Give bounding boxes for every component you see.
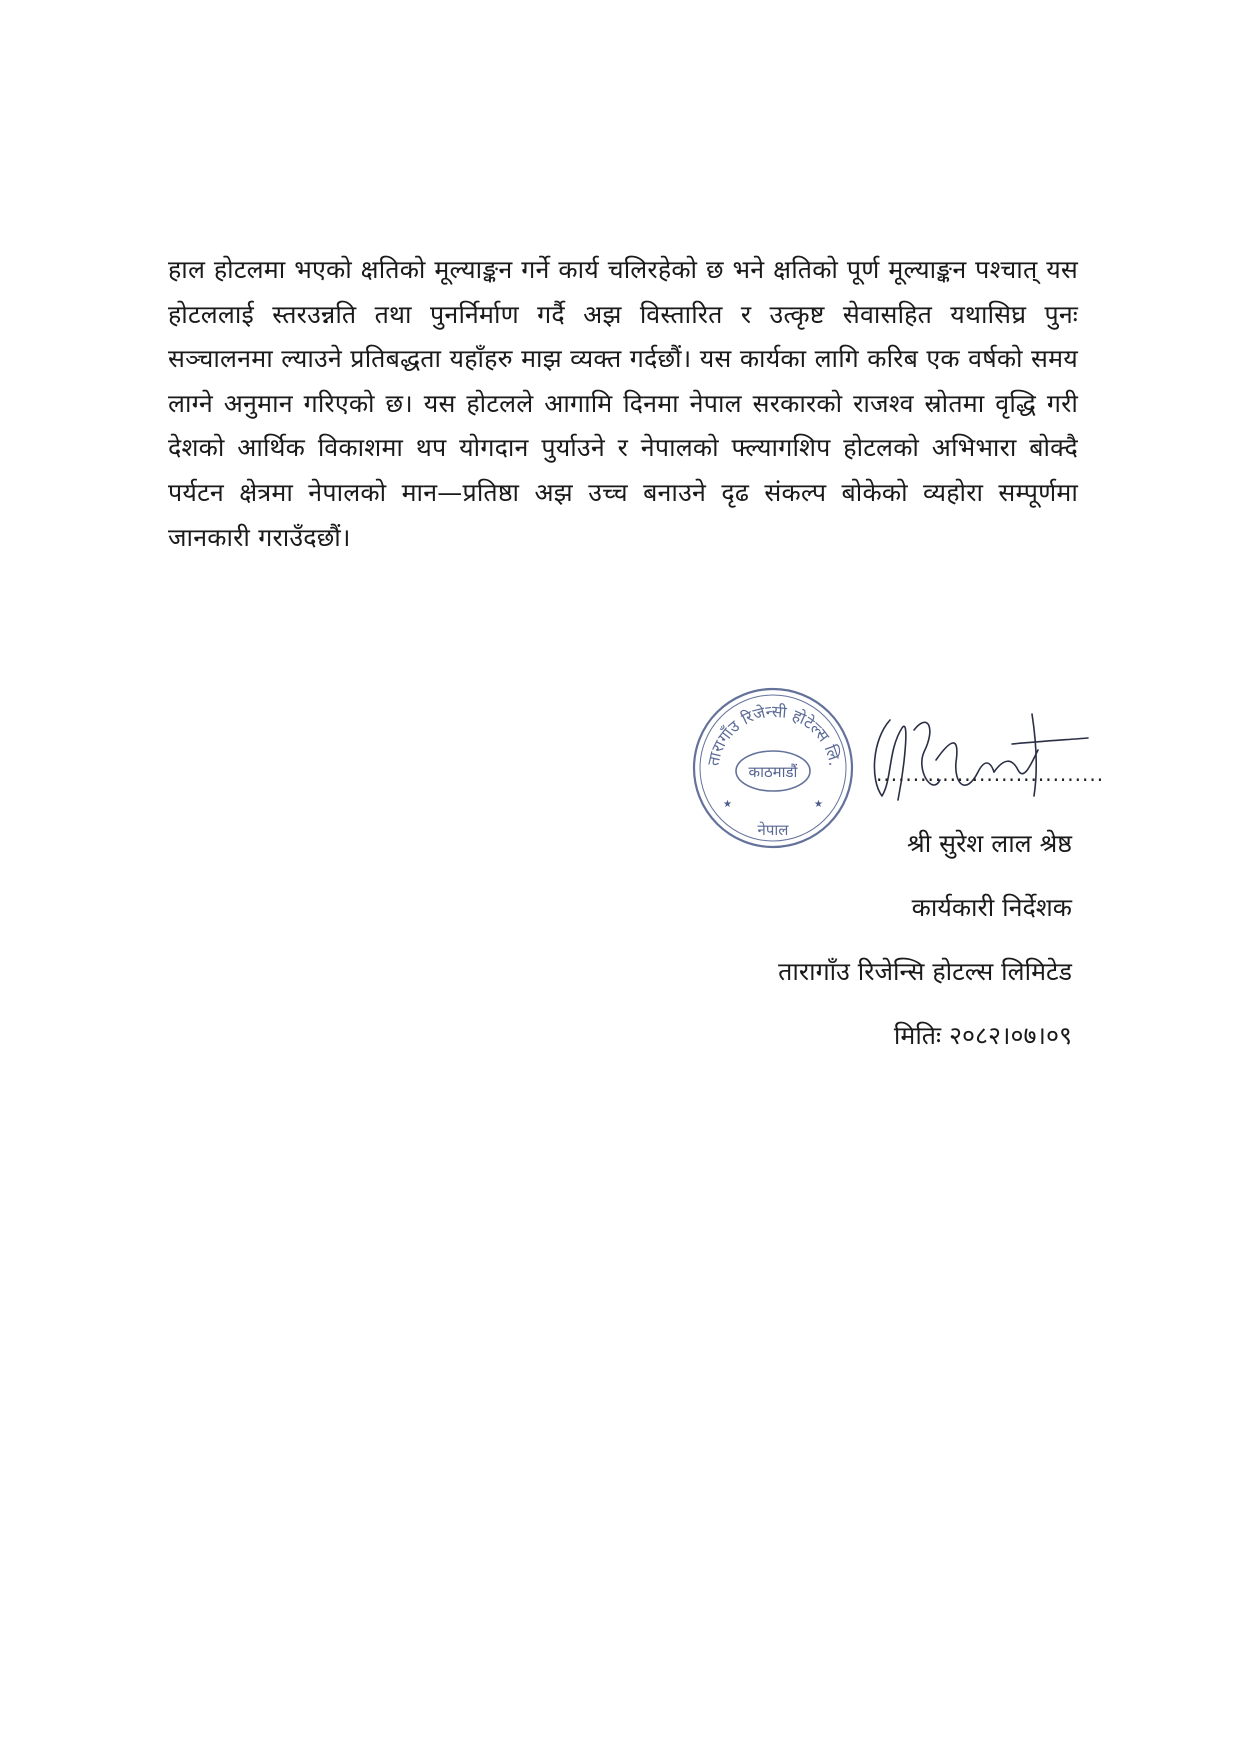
- seal-top-text: तारागाँउ रिजेन्सी होटेल्स लि.: [703, 701, 845, 768]
- signatory-name: श्री सुरेश लाल श्रेष्ठ: [907, 829, 1072, 858]
- signatory-block: [778, 812, 1072, 1068]
- svg-text:तारागाँउ रिजेन्सी होटेल्स लि.: [703, 702, 844, 768]
- company-name: तारागाँउ रिजेन्सि होटल्स लिमिटेड: [778, 957, 1072, 986]
- seal-star-icon: ★: [814, 799, 823, 810]
- seal-star-icon: ★: [723, 799, 732, 810]
- seal-bottom-text: नेपाल: [757, 821, 789, 839]
- letter-body: [168, 248, 1078, 560]
- seal-center-text: काठमाडौं: [748, 763, 798, 781]
- signatory-designation: कार्यकारी निर्देशक: [911, 893, 1072, 922]
- handwritten-signature: [862, 700, 1092, 810]
- body-paragraph: हाल होटलमा भएको क्षतिको मूल्याङ्कन गर्ने कार्य चलिरहेको छ भने क्षतिको पूर्ण मूल्याङ्कन पश्चात् यस होटललाई स्तरउन्नति तथा पुनर्निर्माण गर्दै अझ विस्तारित र उत्कृष्ट सेवासहित यथासिघ्र पुनः सञ्चालनमा ल्याउने प्रतिबद्धता यहाँहरु माझ व्यक्त गर्दछौं। यस कार्यका लागि करिब एक वर्षको समय लाग्ने अनुमान गरिएको छ। यस होटलले आगामि दिनमा नेपाल सरकारको राजश्व स्रोतमा वृद्धि गरी देशको आर्थिक विकाशमा थप योगदान पुर्याउने र नेपालको फ्ल्यागशिप होटलको अभिभारा बोक्दै पर्यटन क्षेत्रमा नेपालको मान—प्रतिष्ठा अझ उच्च बनाउने दृढ संकल्प बोकेको व्यहोरा सम्पूर्णमा जानकारी गराउँदछौं।: [168, 255, 1078, 552]
- signature-line: ...............................: [876, 762, 1105, 786]
- letter-date: मितिः २०८२।०७।०९: [893, 1021, 1072, 1050]
